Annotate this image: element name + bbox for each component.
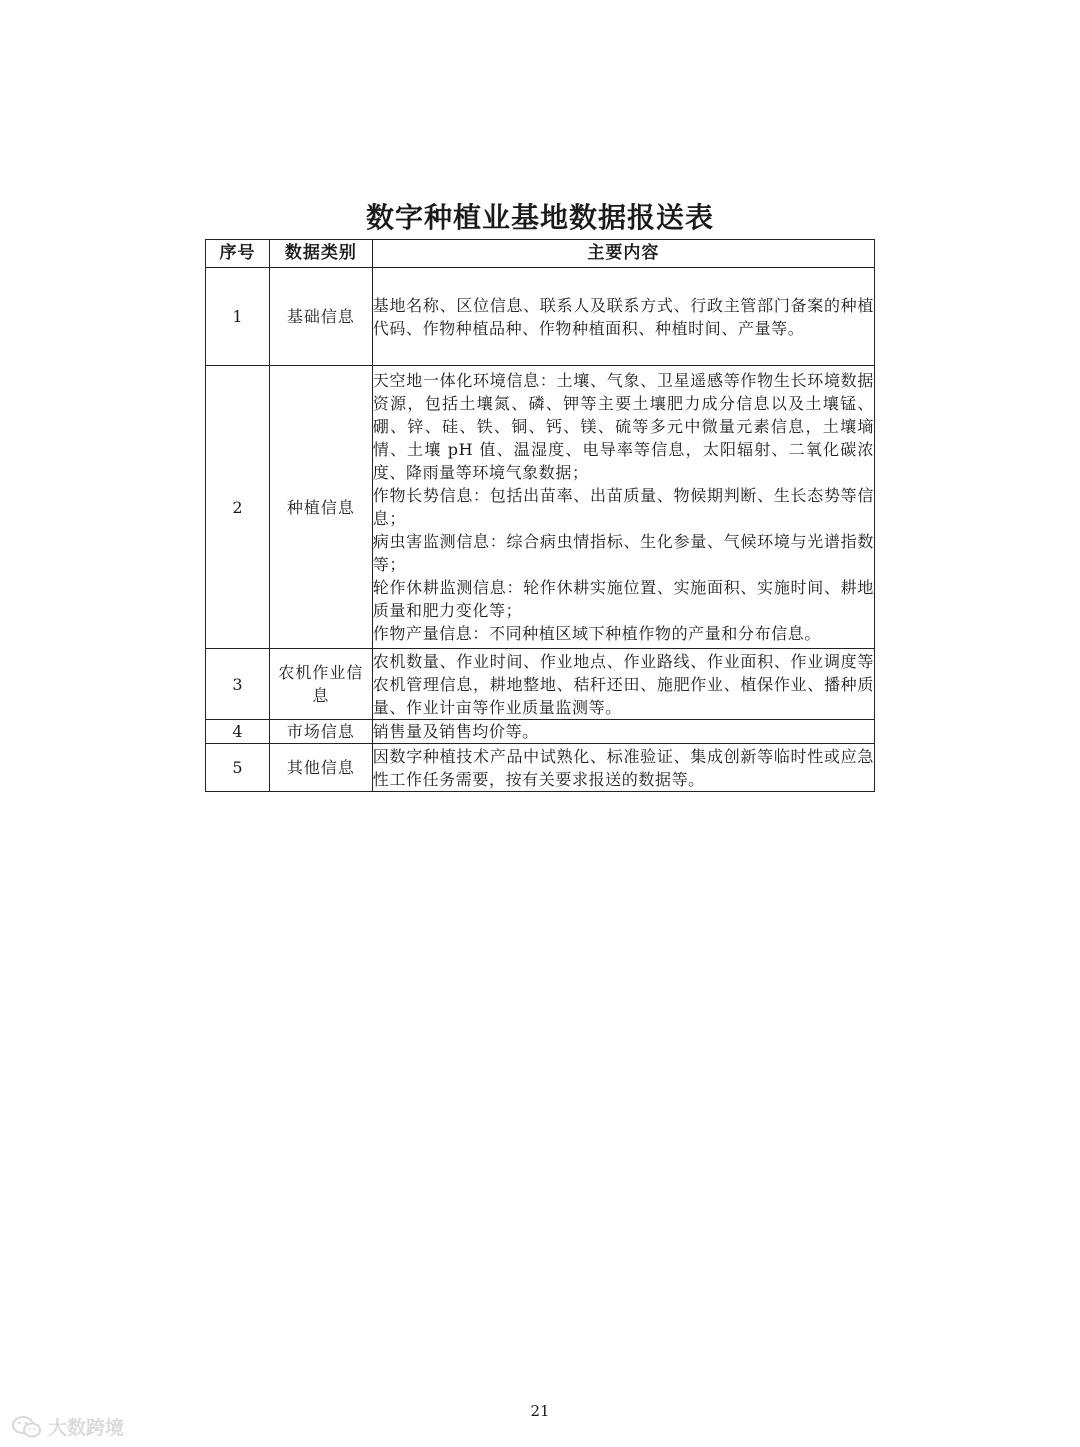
row-content bbox=[372, 649, 874, 720]
content-paragraph: 基地名称、区位信息、联系人及联系方式、行政主管部门备案的种植代码、作物种植品种、作物种植面积、种植时间、产量等。 bbox=[372, 295, 874, 338]
row-no: 1 bbox=[206, 268, 270, 366]
table-row bbox=[206, 366, 875, 649]
table-header-row bbox=[206, 240, 875, 268]
row-content bbox=[372, 744, 874, 792]
content-paragraph: 轮作休耕监测信息：轮作休耕实施位置、实施面积、实施时间、耕地质量和肥力变化等； bbox=[372, 578, 874, 620]
row-content bbox=[372, 268, 874, 366]
row-category: 种植信息 bbox=[269, 366, 372, 649]
header-no: 序号 bbox=[206, 240, 270, 268]
document-title: 数字种植业基地数据报送表 bbox=[365, 201, 714, 234]
content-paragraph: 农机数量、作业时间、作业地点、作业路线、作业面积、作业调度等农机管理信息，耕地整地、秸秆还田、施肥作业、植保作业、播种质量、作业计亩等作业质量监测等。 bbox=[372, 651, 874, 717]
content-paragraph: 病虫害监测信息：综合病虫情指标、生化参量、气候环境与光谱指数等； bbox=[372, 532, 874, 574]
row-category: 农机作业信息 bbox=[269, 649, 372, 720]
watermark-text: 大数跨境 bbox=[48, 1417, 125, 1439]
content-paragraph: 天空地一体化环境信息：土壤、气象、卫星遥感等作物生长环境数据资源，包括土壤氮、磷、钾等主要土壤肥力成分信息以及土壤锰、硼、锌、硅、铁、铜、钙、镁、硫等多元中微量元素信息，土壤墒情、土壤 pH 值、温湿度、电导率等信息，太阳辐射、二氧化碳浓度、降雨量等环境气象数据； bbox=[372, 371, 874, 482]
table-row bbox=[206, 744, 875, 792]
content-paragraph: 作物产量信息：不同种植区域下种植作物的产量和分布信息。 bbox=[372, 624, 821, 643]
row-no: 5 bbox=[206, 744, 270, 792]
watermark bbox=[12, 1413, 124, 1440]
header-content: 主要内容 bbox=[372, 240, 874, 268]
table-row bbox=[206, 720, 875, 744]
content-paragraph: 销售量及销售均价等。 bbox=[372, 722, 539, 741]
table-row bbox=[206, 268, 875, 366]
row-category: 基础信息 bbox=[269, 268, 372, 366]
row-category: 其他信息 bbox=[269, 744, 372, 792]
row-no: 3 bbox=[206, 649, 270, 720]
row-content bbox=[372, 366, 874, 649]
wechat-logo-icon bbox=[12, 1415, 42, 1439]
page-number: 21 bbox=[530, 1402, 550, 1420]
content-paragraph: 作物长势信息：包括出苗率、出苗质量、物候期判断、生长态势等信息； bbox=[372, 486, 874, 528]
row-no: 2 bbox=[206, 366, 270, 649]
row-content bbox=[372, 720, 874, 744]
row-no: 4 bbox=[206, 720, 270, 744]
table-row bbox=[206, 649, 875, 720]
row-category: 市场信息 bbox=[269, 720, 372, 744]
content-paragraph: 因数字种植技术产品中试熟化、标准验证、集成创新等临时性或应急性工作任务需要，按有关要求报送的数据等。 bbox=[372, 746, 874, 789]
header-category: 数据类别 bbox=[269, 240, 372, 268]
data-report-table bbox=[205, 239, 875, 792]
